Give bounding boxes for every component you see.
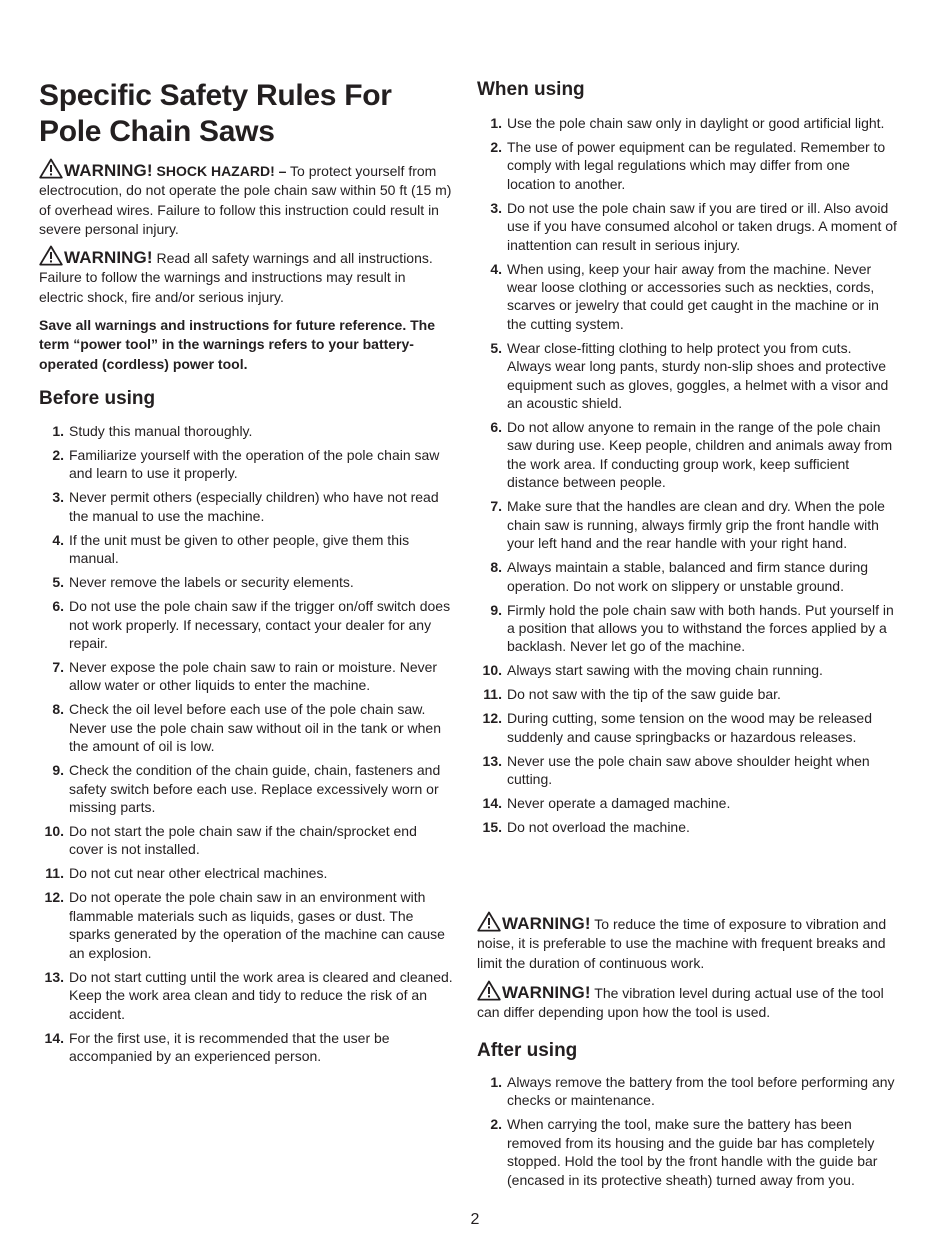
when-using-item-3 xyxy=(477,199,897,254)
item-number: 11. xyxy=(483,686,502,703)
item-text: Do not use the pole chain saw if the trigger on/off switch does not work properly. If necessary, contact your dealer for any repair. xyxy=(69,598,451,652)
item-text: Do not cut near other electrical machines. xyxy=(69,865,328,882)
item-number: 2. xyxy=(490,139,502,155)
before-using-item-11 xyxy=(39,864,454,882)
before-using-item-5 xyxy=(39,573,454,591)
item-number: 11. xyxy=(45,865,64,882)
item-text: Wear close-fitting clothing to help protect you from cuts. Always wear long pants, sturdy non-slip shoes and protective equipment such as gloves, goggles, a helmet with a visor and an acoustic shield. xyxy=(507,339,889,412)
item-number: 13. xyxy=(44,968,64,985)
item-number: 8. xyxy=(490,559,502,576)
item-text: Study this manual thoroughly. xyxy=(69,423,253,439)
before-using-item-10 xyxy=(39,822,454,859)
item-text: Firmly hold the pole chain saw with both hands. Put yourself in a position that allows you to withstand the forces applied by a backlash. Never let go of the machine. xyxy=(507,601,894,655)
item-number: 12. xyxy=(44,889,64,906)
warning-triangle-icon xyxy=(39,245,63,266)
item-number: 12. xyxy=(482,710,502,727)
vibration-level-warning-text: The vibration level during actual use of the tool can differ depending upon how the tool is used. xyxy=(477,985,884,1021)
item-text: Always start sawing with the moving chain running. xyxy=(507,662,823,679)
before-using-list xyxy=(39,422,454,1071)
when-using-item-11 xyxy=(477,685,897,703)
item-number: 15. xyxy=(482,819,502,836)
item-number: 2. xyxy=(52,447,64,463)
when-using-item-2 xyxy=(477,138,897,193)
when-using-list xyxy=(477,114,897,842)
vibration-level-warning xyxy=(477,980,897,1023)
before-using-item-1 xyxy=(39,422,454,440)
when-using-item-10 xyxy=(477,661,897,679)
item-number: 1. xyxy=(490,115,502,131)
item-number: 5. xyxy=(52,574,64,591)
item-text: Never remove the labels or security elements. xyxy=(69,574,354,591)
item-text: Never use the pole chain saw above shoulder height when cutting. xyxy=(507,752,870,788)
shock-hazard-label: SHOCK HAZARD! – xyxy=(156,163,287,179)
before-using-heading: Before using xyxy=(39,388,156,409)
item-text: Do not start cutting until the work area is cleared and cleaned. Keep the work area clean and tidy to reduce the risk of an accident. xyxy=(69,968,453,1022)
before-using-item-12 xyxy=(39,888,454,962)
item-number: 3. xyxy=(490,199,502,216)
when-using-item-7 xyxy=(477,497,897,552)
item-number: 5. xyxy=(490,339,502,356)
item-text: Never operate a damaged machine. xyxy=(507,795,731,812)
when-using-item-12 xyxy=(477,709,897,746)
item-text: Never permit others (especially children) who have not read the manual to use the machine. xyxy=(69,489,439,524)
when-using-item-13 xyxy=(477,752,897,789)
warning-label: WARNING! xyxy=(64,161,153,180)
item-number: 4. xyxy=(490,260,502,277)
save-instructions-note: Save all warnings and instructions for future reference. The term “power tool” in the warnings refers to your battery-operated (cordless) power tool. xyxy=(39,317,435,372)
item-text: Check the oil level before each use of the pole chain saw. Never use the pole chain saw without oil in the tank or when the amount of oil is low. xyxy=(69,701,441,755)
warning-triangle-icon xyxy=(477,980,501,1001)
item-text: Check the condition of the chain guide, chain, fasteners and safety switch before each use. Replace excessively worn or missing parts. xyxy=(69,762,441,816)
vibration-warning xyxy=(477,911,897,973)
warning-label: WARNING! xyxy=(64,248,153,267)
item-text: When using, keep your hair away from the machine. Never wear loose clothing or accessories such as neckties, cords, scarves or jewelry that could get caught in the machine or in the cutting system. xyxy=(507,260,879,332)
warning-label: WARNING! xyxy=(502,914,591,933)
when-using-item-14 xyxy=(477,794,897,812)
item-text: Do not operate the pole chain saw in an environment with flammable materials such as liquids, gases or dust. The sparks generated by the operation of the machine can cause an explosion. xyxy=(69,889,445,961)
item-number: 1. xyxy=(52,423,64,439)
warning-label: WARNING! xyxy=(502,983,591,1002)
before-using-item-2 xyxy=(39,446,454,483)
item-number: 3. xyxy=(52,489,64,506)
item-number: 9. xyxy=(490,601,502,618)
item-number: 7. xyxy=(490,498,502,515)
item-number: 10. xyxy=(44,823,64,840)
item-number: 6. xyxy=(52,598,64,615)
item-number: 9. xyxy=(52,762,64,779)
item-text: For the first use, it is recommended that the user be accompanied by an experienced person. xyxy=(69,1029,390,1064)
item-number: 2. xyxy=(490,1116,502,1133)
item-text: Do not start the pole chain saw if the chain/sprocket end cover is not installed. xyxy=(69,823,417,858)
item-number: 7. xyxy=(52,659,64,676)
when-using-item-6 xyxy=(477,418,897,492)
item-text: Do not allow anyone to remain in the range of the pole chain saw during use. Keep people, children and animals away from the work area. If conducting group work, keep sufficient distance between people. xyxy=(507,419,893,491)
item-number: 14. xyxy=(482,795,502,812)
before-using-item-6 xyxy=(39,597,454,652)
when-using-item-1 xyxy=(477,114,897,132)
before-using-item-8 xyxy=(39,700,454,755)
item-text: Always remove the battery from the tool before performing any checks or maintenance. xyxy=(507,1074,895,1109)
item-text: Do not overload the machine. xyxy=(507,819,690,836)
before-using-item-9 xyxy=(39,761,454,816)
when-using-item-8 xyxy=(477,558,897,595)
before-using-item-3 xyxy=(39,488,454,525)
shock-hazard-text: To protect yourself from electrocution, do not operate the pole chain saw within 50 ft (15 m) of overhead wires. Failure to follow this instruction could result in severe personal injury. xyxy=(39,163,452,238)
before-using-item-14 xyxy=(39,1029,454,1066)
shock-hazard-warning xyxy=(39,158,457,240)
item-text: Do not saw with the tip of the saw guide bar. xyxy=(507,686,781,703)
item-text: Familiarize yourself with the operation of the pole chain saw and learn to use it properly. xyxy=(69,447,440,482)
item-text: If the unit must be given to other people, give them this manual. xyxy=(69,531,410,567)
item-number: 13. xyxy=(482,752,502,769)
item-text: Use the pole chain saw only in daylight or good artificial light. xyxy=(507,115,885,131)
general-warning xyxy=(39,245,451,307)
item-text: During cutting, some tension on the wood may be released suddenly and cause springbacks or hazardous releases. xyxy=(507,710,872,745)
item-text: The use of power equipment can be regulated. Remember to comply with legal regulations which may differ from one location to another. xyxy=(507,139,886,192)
item-number: 14. xyxy=(44,1029,64,1046)
page-title: Specific Safety Rules For Pole Chain Saws xyxy=(39,79,392,148)
item-number: 6. xyxy=(490,419,502,436)
page-number: 2 xyxy=(470,1211,480,1228)
after-using-list xyxy=(477,1073,902,1195)
when-using-item-5 xyxy=(477,339,897,413)
before-using-item-7 xyxy=(39,658,454,695)
after-using-item-1 xyxy=(477,1073,902,1110)
item-text: When carrying the tool, make sure the battery has been removed from its housing and the guide bar has completely stopped. Hold the tool by the front handle with the guide bar (encased in its protective sheath) turned away from you. xyxy=(507,1116,878,1188)
before-using-item-4 xyxy=(39,531,454,568)
item-number: 1. xyxy=(490,1074,502,1090)
after-using-item-2 xyxy=(477,1115,902,1189)
item-text: Never expose the pole chain saw to rain or moisture. Never allow water or other liquids to enter the machine. xyxy=(69,659,438,694)
item-text: Always maintain a stable, balanced and firm stance during operation. Do not work on slippery or unstable ground. xyxy=(507,559,869,594)
when-using-item-15 xyxy=(477,818,897,836)
item-text: Make sure that the handles are clean and dry. When the pole chain saw is running, always firmly grip the front handle with your left hand and the rear handle with your right hand. xyxy=(507,498,885,552)
general-warning-text: Read all safety warnings and all instructions. Failure to follow the warnings and instructions may result in electric shock, fire and/or serious injury. xyxy=(39,250,433,305)
warning-triangle-icon xyxy=(477,911,501,932)
when-using-heading: When using xyxy=(477,79,585,100)
vibration-warning-text: To reduce the time of exposure to vibration and noise, it is preferable to use the machine with frequent breaks and limit the duration of continuous work. xyxy=(477,916,887,971)
item-number: 4. xyxy=(52,531,64,548)
item-number: 8. xyxy=(52,701,64,718)
before-using-item-13 xyxy=(39,968,454,1023)
after-using-heading: After using xyxy=(477,1040,578,1061)
item-number: 10. xyxy=(482,662,502,679)
when-using-item-4 xyxy=(477,260,897,334)
warning-triangle-icon xyxy=(39,158,63,179)
when-using-item-9 xyxy=(477,601,897,656)
item-text: Do not use the pole chain saw if you are tired or ill. Also avoid use if you have consumed alcohol or taken drugs. A moment of inattention can result in serious injury. xyxy=(507,199,897,253)
